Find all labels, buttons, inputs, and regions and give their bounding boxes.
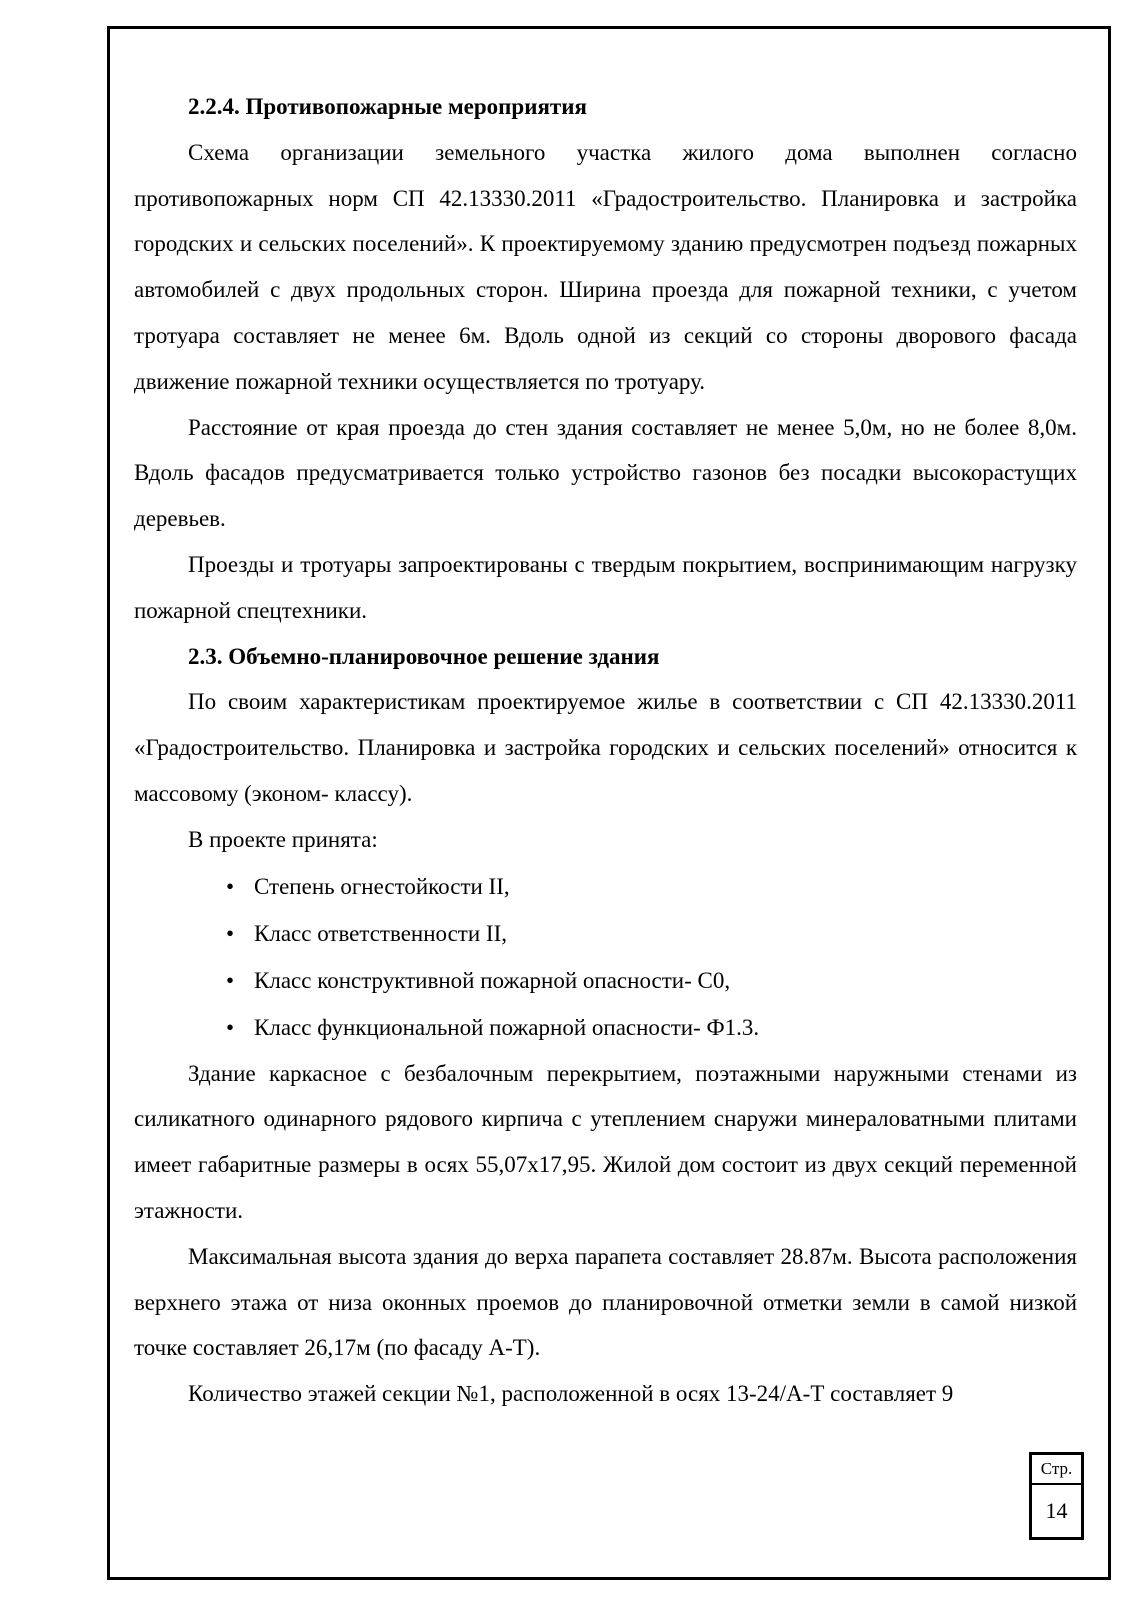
section-heading-planning: 2.3. Объемно-планировочное решение здания	[188, 643, 660, 669]
list-item-text: Степень огнестойкости II,	[254, 873, 510, 899]
bullet-icon: •	[226, 967, 235, 993]
paragraph-max-height: Максимальная высота здания до верха парапета составляет 28.87м. Высота расположения верхнего этажа от низа оконных проемов до планировочной отметки земли в самой низкой точке составляет 26,17м (по фасаду А-Т).	[134, 1243, 1077, 1361]
list-item	[134, 1004, 1077, 1051]
list-item-text: Класс ответственности II,	[254, 920, 507, 946]
paragraph-distance: Расстояние от края проезда до стен здания составляет не менее 5,0м, но не более 8,0м. Вдоль фасадов предусматривается только устройство газонов без посадки высокорастущих деревьев.	[134, 414, 1077, 532]
list-item-text: Класс конструктивной пожарной опасности- С0,	[254, 967, 731, 993]
paragraph-characteristics: По своим характеристикам проектируемое жилье в соответствии с СП 42.13330.2011 «Градостроительство. Планировка и застройка городских и сельских поселений» относится к массовому (эконом- классу).	[134, 689, 1077, 806]
paragraph-site-layout: Схема организации земельного участка жилого дома выполнен согласно противопожарных норм СП 42.13330.2011 «Градостроительство. Планировка и застройка городских и сельских поселений». К проектируемому зданию предусмотрен подъезд пожарных автомобилей с двух продольных сторон. Ширина проезда для пожарной техники, с учетом тротуара составляет не менее 6м. Вдоль одной из секций со стороны дворового фасада движение пожарной техники осуществляется по тротуару.	[134, 139, 1077, 394]
paragraph-driveways: Проезды и тротуары запроектированы с твердым покрытием, воспринимающим нагрузку пожарной спецтехники.	[134, 551, 1077, 623]
page-label: Стр.	[1032, 1455, 1081, 1485]
classification-list	[134, 863, 1077, 1051]
list-item	[134, 863, 1077, 910]
bullet-icon: •	[226, 873, 235, 899]
bullet-icon: •	[226, 920, 235, 946]
paragraph-project-accepted: В проекте принята:	[188, 826, 378, 852]
document-body	[134, 84, 1077, 1417]
section-heading-fire-safety: 2.2.4. Противопожарные мероприятия	[188, 94, 587, 119]
paragraph-building-frame: Здание каркасное с безбалочным перекрытием, поэтажными наружными стенами из силикатного одинарного рядового кирпича с утеплением снаружи минераловатными плитами имеет габаритные размеры в осях 55,07х17,95. Жилой дом состоит из двух секций переменной этажности.	[134, 1060, 1077, 1223]
list-item	[134, 910, 1077, 957]
page-number-stamp	[1029, 1452, 1084, 1540]
bullet-icon: •	[226, 1014, 235, 1040]
paragraph-floor-count: Количество этажей секции №1, расположенной в осях 13-24/А-Т составляет 9	[188, 1381, 954, 1407]
list-item-text: Класс функциональной пожарной опасности- Ф1.3.	[254, 1014, 760, 1040]
list-item	[134, 957, 1077, 1004]
page-number: 14	[1045, 1498, 1068, 1523]
